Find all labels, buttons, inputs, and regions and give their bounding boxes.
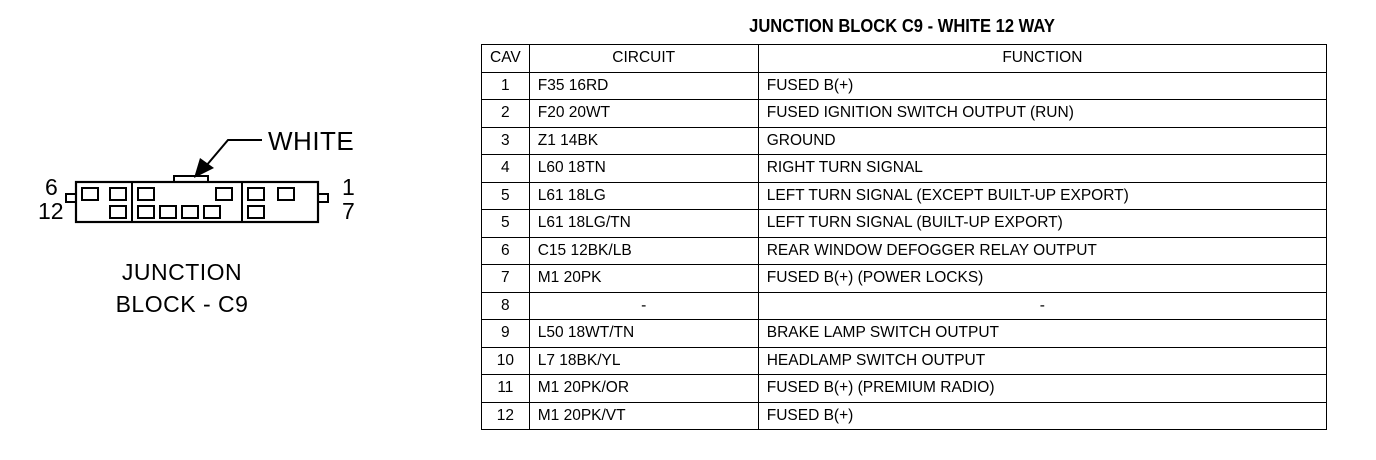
function-cell: LEFT TURN SIGNAL (BUILT-UP EXPORT) xyxy=(758,210,1326,238)
function-cell: FUSED B(+) (PREMIUM RADIO) xyxy=(758,375,1326,403)
table-row xyxy=(482,292,1327,320)
caption-line-1: JUNCTION xyxy=(121,259,243,285)
circuit-cell: M1 20PK/VT xyxy=(529,402,758,430)
wire-color-label: WHITE xyxy=(268,126,355,156)
function-cell: HEADLAMP SWITCH OUTPUT xyxy=(758,347,1326,375)
pin-number-top-left: 6 xyxy=(45,174,58,200)
cav-cell: 5 xyxy=(482,210,530,238)
function-cell: FUSED B(+) (POWER LOCKS) xyxy=(758,265,1326,293)
cav-cell: 11 xyxy=(482,375,530,403)
table-row xyxy=(482,237,1327,265)
table-header-row xyxy=(482,45,1327,73)
table-row xyxy=(482,375,1327,403)
bottom-row-cavities xyxy=(110,206,264,218)
cav-cell: 10 xyxy=(482,347,530,375)
table-row xyxy=(482,155,1327,183)
circuit-cell: Z1 14BK xyxy=(529,127,758,155)
cav-cell: 3 xyxy=(482,127,530,155)
connector-diagram xyxy=(30,120,390,330)
circuit-cell: F20 20WT xyxy=(529,100,758,128)
caption-line-2: BLOCK - C9 xyxy=(115,291,249,317)
circuit-cell: L61 18LG xyxy=(529,182,758,210)
circuit-cell: L61 18LG/TN xyxy=(529,210,758,238)
function-cell: BRAKE LAMP SWITCH OUTPUT xyxy=(758,320,1326,348)
table-row xyxy=(482,347,1327,375)
circuit-cell: C15 12BK/LB xyxy=(529,237,758,265)
function-cell: REAR WINDOW DEFOGGER RELAY OUTPUT xyxy=(758,237,1326,265)
table-row xyxy=(482,72,1327,100)
right-latch xyxy=(318,194,328,202)
table-row xyxy=(482,402,1327,430)
table-row xyxy=(482,265,1327,293)
leader-line xyxy=(206,140,262,166)
circuit-cell: - xyxy=(529,292,758,320)
circuit-cell: L60 18TN xyxy=(529,155,758,183)
pinout-table xyxy=(481,44,1327,430)
cav-cell: 7 xyxy=(482,265,530,293)
cav-cell: 4 xyxy=(482,155,530,183)
table-row xyxy=(482,100,1327,128)
table-row xyxy=(482,320,1327,348)
header-function: FUNCTION xyxy=(758,45,1326,73)
circuit-cell: L7 18BK/YL xyxy=(529,347,758,375)
table-row xyxy=(482,127,1327,155)
cav-cell: 1 xyxy=(482,72,530,100)
function-cell: GROUND xyxy=(758,127,1326,155)
cav-cell: 12 xyxy=(482,402,530,430)
circuit-cell: M1 20PK xyxy=(529,265,758,293)
header-cav: CAV xyxy=(482,45,530,73)
pin-number-bottom-left: 12 xyxy=(38,198,64,224)
table-row xyxy=(482,182,1327,210)
cav-cell: 8 xyxy=(482,292,530,320)
circuit-cell: L50 18WT/TN xyxy=(529,320,758,348)
header-circuit: CIRCUIT xyxy=(529,45,758,73)
top-row-cavities xyxy=(82,188,294,200)
table-row xyxy=(482,210,1327,238)
function-cell: FUSED IGNITION SWITCH OUTPUT (RUN) xyxy=(758,100,1326,128)
cav-cell: 2 xyxy=(482,100,530,128)
function-cell: FUSED B(+) xyxy=(758,402,1326,430)
left-latch xyxy=(66,194,76,202)
cav-cell: 5 xyxy=(482,182,530,210)
pin-number-bottom-right: 7 xyxy=(342,198,355,224)
function-cell: FUSED B(+) xyxy=(758,72,1326,100)
cav-cell: 9 xyxy=(482,320,530,348)
pin-number-top-right: 1 xyxy=(342,174,355,200)
circuit-cell: M1 20PK/OR xyxy=(529,375,758,403)
table-title: JUNCTION BLOCK C9 - WHITE 12 WAY xyxy=(749,16,1055,36)
connector-caption xyxy=(102,256,262,320)
function-cell: - xyxy=(758,292,1326,320)
function-cell: RIGHT TURN SIGNAL xyxy=(758,155,1326,183)
circuit-cell: F35 16RD xyxy=(529,72,758,100)
function-cell: LEFT TURN SIGNAL (EXCEPT BUILT-UP EXPORT) xyxy=(758,182,1326,210)
cav-cell: 6 xyxy=(482,237,530,265)
